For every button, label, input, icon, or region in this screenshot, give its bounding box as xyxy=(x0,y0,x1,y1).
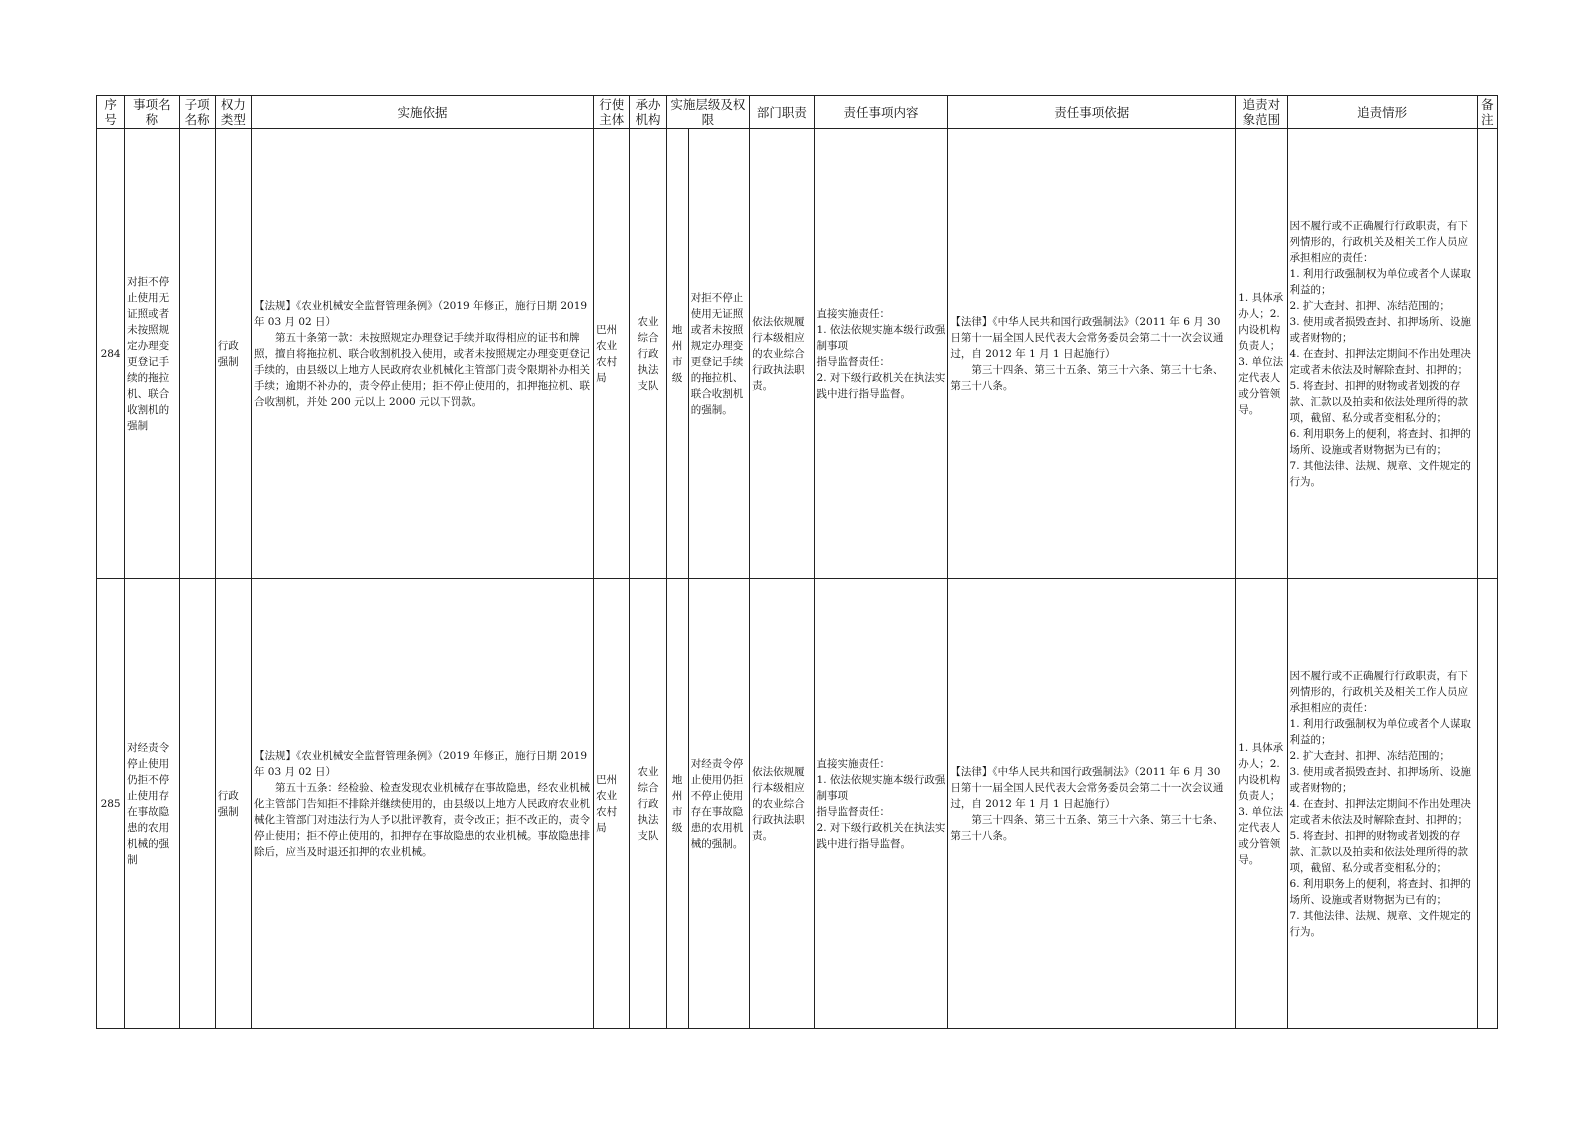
resp-basis-title: 【法律】《中华人民共和国行政强制法》（2011 年 6 月 30 日第十一届全国人民代表大会常务委员会第二十一次会议通过，自 2012 年 1 月 1 日起施行） xyxy=(950,315,1224,360)
resp-content-line: 指导监督责任： xyxy=(816,355,891,368)
cell-duty: 依法依规履行本级相应的农业综合行政执法职责。 xyxy=(750,129,814,579)
cell-level: 地州市级 xyxy=(666,129,688,579)
resp-content-line: 直接实施责任： xyxy=(816,757,891,770)
cell-basis xyxy=(251,579,593,1029)
header-scope: 追责对象范围 xyxy=(1236,96,1287,129)
header-seq: 序号 xyxy=(97,96,125,129)
cell-authority: 对经责令停止使用仍拒不停止使用存在事故隐患的农用机械的强制。 xyxy=(688,579,749,1029)
cell-remark xyxy=(1477,579,1497,1029)
cell-agency: 农业综合行政执法支队 xyxy=(630,579,666,1029)
resp-content-line: 指导监督责任： xyxy=(816,805,891,818)
circumstance-line: 4. 在查封、扣押法定期间不作出处理决定或者未依法及时解除查封、扣押的； xyxy=(1289,797,1471,826)
table-row xyxy=(97,579,1498,1029)
header-resp-basis: 责任事项依据 xyxy=(948,96,1236,129)
header-level: 实施层级及权限 xyxy=(666,96,750,129)
circumstance-line: 7. 其他法律、法规、规章、文件规定的行为。 xyxy=(1289,459,1471,488)
cell-level: 地州市级 xyxy=(666,579,688,1029)
resp-basis-text: 第三十四条、第三十五条、第三十六条、第三十七条、第三十八条。 xyxy=(950,813,1224,842)
cell-seq: 284 xyxy=(97,129,125,579)
cell-resp-basis xyxy=(948,579,1236,1029)
cell-authority: 对拒不停止使用无证照或者未按照规定办理变更登记手续的拖拉机、联合收割机的强制。 xyxy=(688,129,749,579)
resp-content-line: 2. 对下级行政机关在执法实践中进行指导监督。 xyxy=(816,821,946,850)
resp-basis-title: 【法律】《中华人民共和国行政强制法》（2011 年 6 月 30 日第十一届全国人民代表大会常务委员会第二十一次会议通过，自 2012 年 1 月 1 日起施行） xyxy=(950,765,1224,810)
circumstance-line: 6. 利用职务上的便利，将查封、扣押的场所、设施或者财物据为已有的； xyxy=(1289,427,1471,456)
cell-power-type: 行政强制 xyxy=(215,129,251,579)
cell-subject: 巴州农业农村局 xyxy=(594,129,630,579)
basis-text: 第五十五条：经检验、检查发现农业机械存在事故隐患，经农业机械化主管部门告知拒不排除并继续使用的，由县级以上地方人民政府农业机械化主管部门对违法行为人予以批评教育，责令改正；拒不改正的，责令停止使用；拒不停止使用的，扣押存在事故隐患的农业机械。事故隐患排除后，应当及时退还扣押的农业机械。 xyxy=(253,781,590,858)
header-remark: 备注 xyxy=(1477,96,1497,129)
circumstance-line: 4. 在查封、扣押法定期间不作出处理决定或者未依法及时解除查封、扣押的； xyxy=(1289,347,1471,376)
cell-item-name: 对经责令停止使用仍拒不停止使用存在事故隐患的农用机械的强制 xyxy=(125,579,179,1029)
resp-content-line: 2. 对下级行政机关在执法实践中进行指导监督。 xyxy=(816,371,946,400)
header-agency: 承办机构 xyxy=(630,96,666,129)
cell-sub-name xyxy=(179,579,215,1029)
basis-text: 第五十条第一款：未按照规定办理登记手续并取得相应的证书和牌照，擅自将拖拉机、联合收割机投入使用，或者未按照规定办理变更登记手续的，由县级以上地方人民政府农业机械化主管部门责令限期补办相关手续；逾期不补办的，责令停止使用；拒不停止使用的，扣押拖拉机、联合收割机，并处 200 元以上 2000 元以下罚款。 xyxy=(253,331,590,408)
table-row xyxy=(97,129,1498,579)
circumstance-line: 5. 将查封、扣押的财物或者划拨的存款、汇款以及拍卖和依法处理所得的款项，截留、私分或者变相私分的； xyxy=(1289,829,1469,874)
table-header-row xyxy=(97,96,1498,129)
cell-power-type: 行政强制 xyxy=(215,579,251,1029)
header-item-name: 事项名称 xyxy=(125,96,179,129)
circumstance-line: 1. 利用行政强制权为单位或者个人谋取利益的； xyxy=(1289,717,1471,746)
cell-agency: 农业综合行政执法支队 xyxy=(630,129,666,579)
circumstance-line: 7. 其他法律、法规、规章、文件规定的行为。 xyxy=(1289,909,1471,938)
cell-sub-name xyxy=(179,129,215,579)
cell-seq: 285 xyxy=(97,579,125,1029)
cell-circumstances xyxy=(1287,579,1477,1029)
circumstance-line: 因不履行或不正确履行行政职责，有下列情形的，行政机关及相关工作人员应承担相应的责任： xyxy=(1289,669,1469,714)
header-circumstances: 追责情形 xyxy=(1287,96,1477,129)
resp-content-line: 直接实施责任： xyxy=(816,307,891,320)
cell-remark xyxy=(1477,129,1497,579)
cell-item-name: 对拒不停止使用无证照或者未按照规定办理变更登记手续的拖拉机、联合收割机的强制 xyxy=(125,129,179,579)
circumstance-line: 2. 扩大查封、扣押、冻结范围的； xyxy=(1289,299,1450,312)
circumstance-line: 3. 使用或者损毁查封、扣押场所、设施或者财物的； xyxy=(1289,315,1471,344)
cell-resp-content xyxy=(814,579,948,1029)
header-power-type: 权力类型 xyxy=(215,96,251,129)
circumstance-line: 3. 使用或者损毁查封、扣押场所、设施或者财物的； xyxy=(1289,765,1471,794)
circumstance-line: 2. 扩大查封、扣押、冻结范围的； xyxy=(1289,749,1450,762)
cell-scope: 1. 具体承办人；2. 内设机构负责人；3. 单位法定代表人或分管领导。 xyxy=(1236,579,1287,1029)
cell-scope: 1. 具体承办人；2. 内设机构负责人；3. 单位法定代表人或分管领导。 xyxy=(1236,129,1287,579)
resp-content-line: 1. 依法依规实施本级行政强制事项 xyxy=(816,773,946,802)
basis-title: 【法规】《农业机械安全监督管理条例》（2019 年修正，施行日期 2019 年 03 月 02 日） xyxy=(253,299,588,328)
header-subject: 行使主体 xyxy=(594,96,630,129)
header-sub-name: 子项名称 xyxy=(179,96,215,129)
header-duty: 部门职责 xyxy=(750,96,814,129)
circumstance-line: 6. 利用职务上的便利，将查封、扣押的场所、设施或者财物据为已有的； xyxy=(1289,877,1471,906)
resp-content-line: 1. 依法依规实施本级行政强制事项 xyxy=(816,323,946,352)
power-list-table xyxy=(96,95,1498,1029)
basis-title: 【法规】《农业机械安全监督管理条例》（2019 年修正，施行日期 2019 年 03 月 02 日） xyxy=(253,749,588,778)
cell-circumstances xyxy=(1287,129,1477,579)
resp-basis-text: 第三十四条、第三十五条、第三十六条、第三十七条、第三十八条。 xyxy=(950,363,1224,392)
cell-subject: 巴州农业农村局 xyxy=(594,579,630,1029)
header-resp-content: 责任事项内容 xyxy=(814,96,948,129)
circumstance-line: 5. 将查封、扣押的财物或者划拨的存款、汇款以及拍卖和依法处理所得的款项，截留、私分或者变相私分的； xyxy=(1289,379,1469,424)
cell-resp-content xyxy=(814,129,948,579)
circumstance-line: 1. 利用行政强制权为单位或者个人谋取利益的； xyxy=(1289,267,1471,296)
circumstance-line: 因不履行或不正确履行行政职责，有下列情形的，行政机关及相关工作人员应承担相应的责任： xyxy=(1289,219,1469,264)
header-basis: 实施依据 xyxy=(251,96,593,129)
cell-resp-basis xyxy=(948,129,1236,579)
cell-basis xyxy=(251,129,593,579)
cell-duty: 依法依规履行本级相应的农业综合行政执法职责。 xyxy=(750,579,814,1029)
